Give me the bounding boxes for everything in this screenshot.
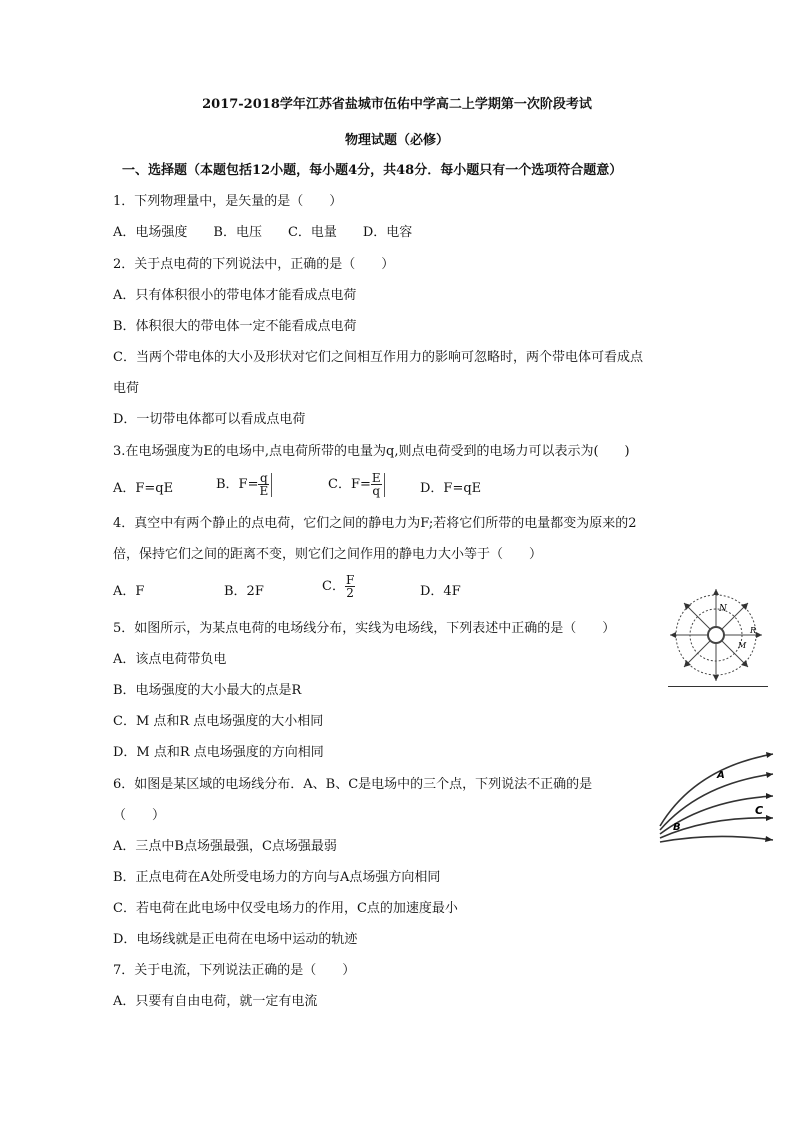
exam-subtitle: 物理试题（必修）: [344, 133, 449, 148]
figure-label-r: R: [750, 626, 757, 635]
question-6-stem: 6．如图是某区域的电场线分布．A、B、C是电场中的三个点，下列说法不正确的是: [113, 777, 593, 792]
question-5-stem: 5．如图所示，为某点电荷的电场线分布，实线为电场线，下列表述中正确的是（ ）: [113, 621, 616, 636]
question-6-option-b: B．正点电荷在A处所受电场力的方向与A点场强方向相同: [113, 870, 441, 885]
question-5-option-d: D．M 点和R 点电场强度的方向相同: [113, 745, 324, 760]
figure-baseline: [668, 686, 768, 687]
fraction-q-over-e: [258, 472, 269, 497]
question-6-stem-cont: （ ）: [113, 808, 166, 823]
option-c-prefix: C．: [322, 579, 345, 594]
fraction-e-over-q: [371, 472, 382, 497]
question-5-option-a: A．该点电荷带负电: [113, 652, 227, 667]
option-c-prefix: C．F=: [328, 477, 371, 492]
question-2-option-a: A．只有体积很小的带电体才能看成点电荷: [113, 288, 357, 303]
question-3-stem: 3.在电场强度为E的电场中,点电荷所带的电量为q,则点电荷受到的电场力可以表示为( ): [113, 444, 630, 459]
question-6-option-d: D．电场线就是正电荷在电场中运动的轨迹: [113, 932, 358, 947]
fraction-numerator: E: [371, 471, 381, 485]
question-2-stem: 2．关于点电荷的下列说法中，正确的是（ ）: [113, 257, 395, 272]
question-2-option-c: C．当两个带电体的大小及形状对它们之间相互作用力的影响可忽略时，两个带电体可看成点: [113, 350, 643, 365]
formula-border: [271, 473, 272, 497]
question-4-option-a: A．F: [113, 584, 145, 599]
figure-label-c: C: [755, 804, 764, 817]
question-1-stem: 1．下列物理量中，是矢量的是（ ）: [113, 194, 343, 209]
question-4-option-b: B．2F: [224, 584, 264, 599]
fraction-numerator: F: [345, 573, 355, 587]
question-2-option-b: B．体积很大的带电体一定不能看成点电荷: [113, 319, 357, 334]
question-7-option-a: A．只要有自由电荷，就一定有电流: [113, 994, 318, 1009]
figure-label-m: M: [738, 641, 747, 650]
question-3-option-d: D．F=qE: [420, 481, 482, 496]
question-2-option-c-cont: 电荷: [113, 381, 140, 396]
question-4-stem-cont: 倍，保持它们之间的距离不变，则它们之间作用的静电力大小等于（ ）: [113, 547, 543, 562]
question-4-option-d: D．4F: [420, 584, 461, 599]
exam-title: 2017-2018学年江苏省盐城市伍佑中学高二上学期第一次阶段考试: [202, 97, 592, 112]
fraction-denominator: E: [259, 484, 269, 498]
question-6-option-c: C．若电荷在此电场中仅受电场力的作用，C点的加速度最小: [113, 901, 458, 916]
question-7-stem: 7．关于电流，下列说法正确的是（ ）: [113, 963, 356, 978]
field-lines-figure: [655, 748, 780, 848]
fraction-f-over-2: [345, 574, 355, 599]
figure-label-a: A: [717, 770, 725, 781]
question-4-option-c: [322, 574, 355, 599]
question-1-options: A．电场强度 B．电压 C．电量 D．电容: [113, 225, 413, 240]
figure-label-b: B: [673, 822, 681, 833]
section-heading: 一、选择题（本题包括12小题，每小题4分，共48分．每小题只有一个选项符合题意）: [122, 163, 623, 178]
question-4-stem: 4．真空中有两个静止的点电荷，它们之间的静电力为F;若将它们所带的电量都变为原来的2: [113, 516, 637, 531]
figure-label-n: N: [719, 604, 727, 614]
question-3-option-c: [328, 472, 385, 497]
question-2-option-d: D．一切带电体都可以看成点电荷: [113, 412, 306, 427]
fraction-denominator: q: [372, 484, 381, 498]
formula-border: [384, 473, 385, 497]
question-6-option-a: A．三点中B点场强最强，C点场强最弱: [113, 839, 337, 854]
fraction-denominator: 2: [346, 586, 354, 600]
question-3-option-a: A．F=qE: [113, 481, 174, 496]
point-charge-field-figure: [666, 585, 770, 689]
question-3-option-b: [216, 472, 272, 497]
question-5-option-c: C．M 点和R 点电场强度的大小相同: [113, 714, 324, 729]
fraction-numerator: q: [260, 471, 268, 485]
option-b-prefix: B．F=: [216, 477, 259, 492]
question-5-option-b: B．电场强度的大小最大的点是R: [113, 683, 302, 698]
